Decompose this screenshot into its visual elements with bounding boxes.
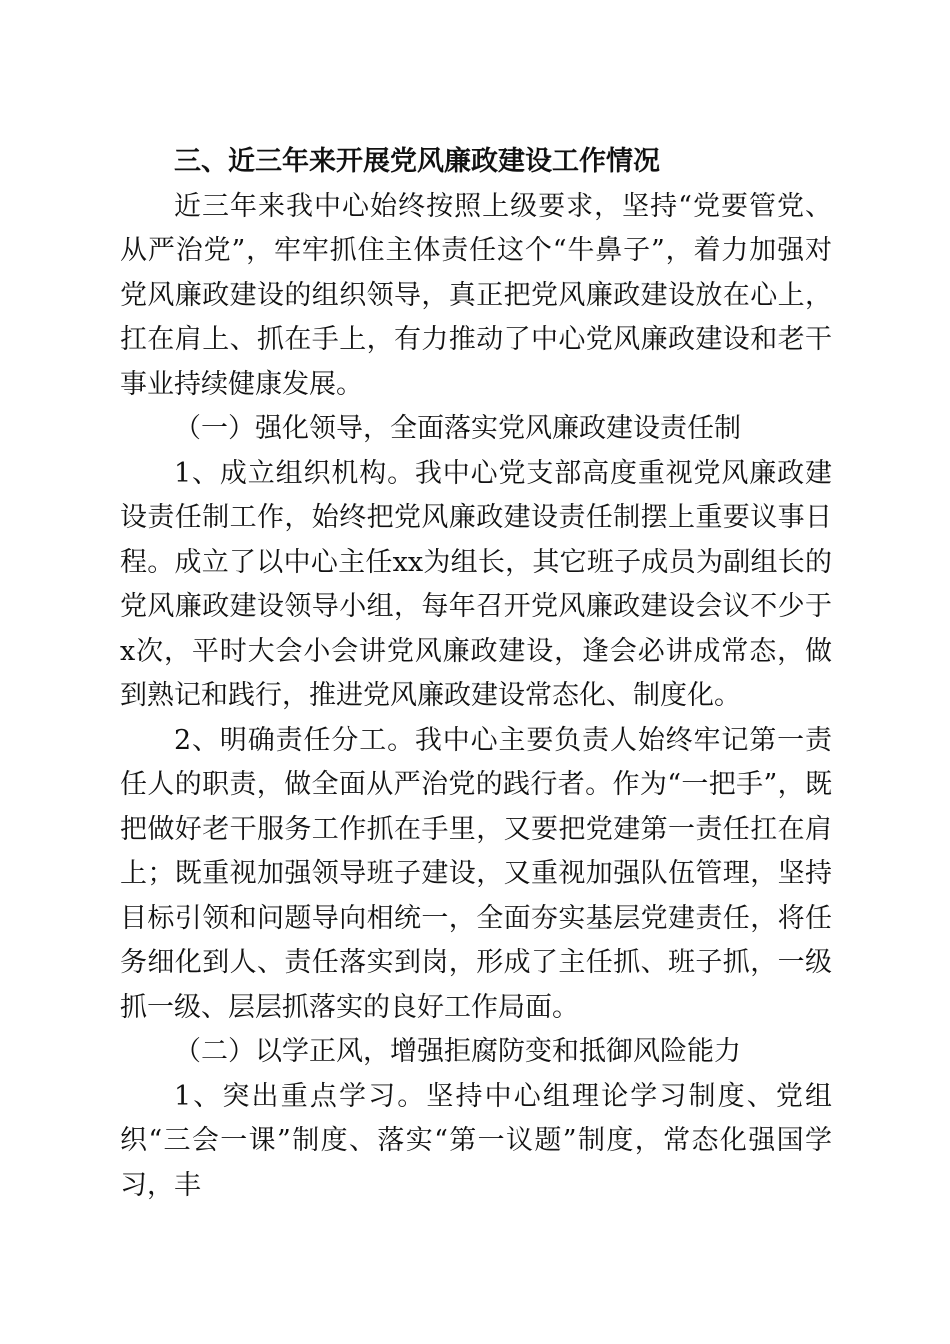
document-body xyxy=(120,140,832,1208)
section-heading: 三、近三年来开展党风廉政建设工作情况 xyxy=(174,146,660,177)
paragraph-establish-organization: 1、成立组织机构。我中心党支部高度重视党风廉政建设责任制工作，始终把党风廉政建设责任制摆上重要议事日程。成立了以中心主任xx为组长，其它班子成员为副组长的党风廉政建设领导小组，每年召开党风廉政建设会议不少于x次，平时大会小会讲党风廉政建设，逢会必讲成常态，做到熟记和践行，推进党风廉政建设常态化、制度化。 xyxy=(120,457,832,711)
subsection-heading-1: （一）强化领导，全面落实党风廉政建设责任制 xyxy=(174,413,741,444)
intro-paragraph: 近三年来我中心始终按照上级要求，坚持“党要管党、从严治党”，牢牢抓住主体责任这个“牛鼻子”，着力加强对党风廉政建设的组织领导，真正把党风廉政建设放在心上，扛在肩上、抓在手上，有力推动了中心党风廉政建设和老干事业持续健康发展。 xyxy=(120,190,832,400)
paragraph-clarify-responsibility: 2、明确责任分工。我中心主要负责人始终牢记第一责任人的职责，做全面从严治党的践行者。作为“一把手”，既把做好老干服务工作抓在手里，又要把党建第一责任扛在肩上；既重视加强领导班子建设，又重视加强队伍管理，坚持目标引领和问题导向相统一，全面夯实基层党建责任，将任务细化到人、责任落实到岗，形成了主任抓、班子抓，一级抓一级、层层抓落实的良好工作局面。 xyxy=(120,724,832,1023)
paragraph-key-study: 1、突出重点学习。坚持中心组理论学习制度、党组织“三会一课”制度、落实“第一议题”制度，常态化强国学习，丰 xyxy=(120,1080,832,1201)
subsection-heading-2: （二）以学正风，增强拒腐防变和抵御风险能力 xyxy=(174,1036,741,1067)
